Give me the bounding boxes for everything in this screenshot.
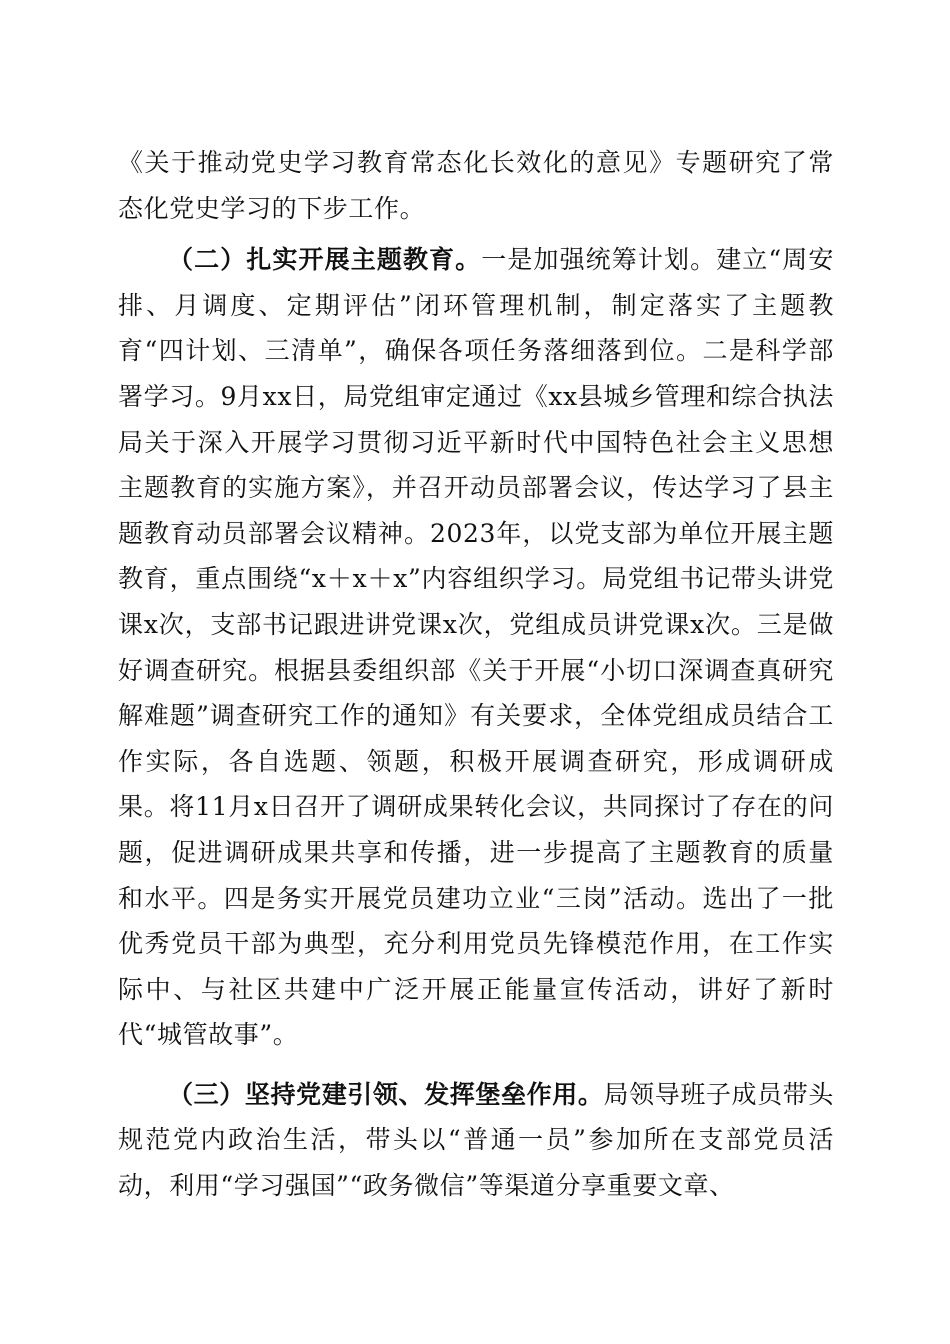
- paragraph-text: 一是加强统筹计划。建立“周安排、月调度、定期评估”闭环管理机制，制定落实了主题教育“四计划、三清单”，确保各项任务落细落到位。二是科学部署学习。9月xx日，局党组审定通过《xx县城乡管理和综合执法局关于深入开展学习贯彻习近平新时代中国特色社会主义思想主题教育的实施方案》，并召开动员部署会议，传达学习了县主题教育动员部署会议精神。2023年，以党支部为单位开展主题教育，重点围绕“x＋x＋x”内容组织学习。局党组书记带头讲党课x次，支部书记跟进讲党课x次，党组成员讲党课x次。三是做好调查研究。根据县委组织部《关于开展“小切口深调查真研究解难题”调查研究工作的通知》有关要求，全体党组成员结合工作实际，各自选题、领题，积极开展调查研究，形成调研成果。将11月x日召开了调研成果转化会议，共同探讨了存在的问题，促进调研成果共享和传播，进一步提高了主题教育的质量和水平。四是务实开展党员建功立业“三岗”活动。选出了一批优秀党员干部为典型，充分利用党员先锋模范作用，在工作实际中、与社区共建中广泛开展正能量宣传活动，讲好了新时代“城管故事”。: [118, 245, 835, 1050]
- section-heading: （三）坚持党建引领、发挥堡垒作用。: [168, 1079, 604, 1109]
- paragraph-section-3: [118, 1072, 834, 1209]
- paragraph-text: 《关于推动党史学习教育常态化长效化的意见》专题研究了常态化党史学习的下步工作。: [118, 148, 834, 223]
- section-heading: （二）扎实开展主题教育。: [168, 245, 482, 275]
- document-body: [118, 140, 834, 1209]
- paragraph-section-2: [118, 237, 834, 1058]
- paragraph-continuation: [118, 140, 834, 231]
- paragraph-text: 局领导班子成员带头规范党内政治生活，带头以“普通一员”参加所在支部党员活动，利用“学习强国”“政务微信”等渠道分享重要文章、: [118, 1079, 834, 1201]
